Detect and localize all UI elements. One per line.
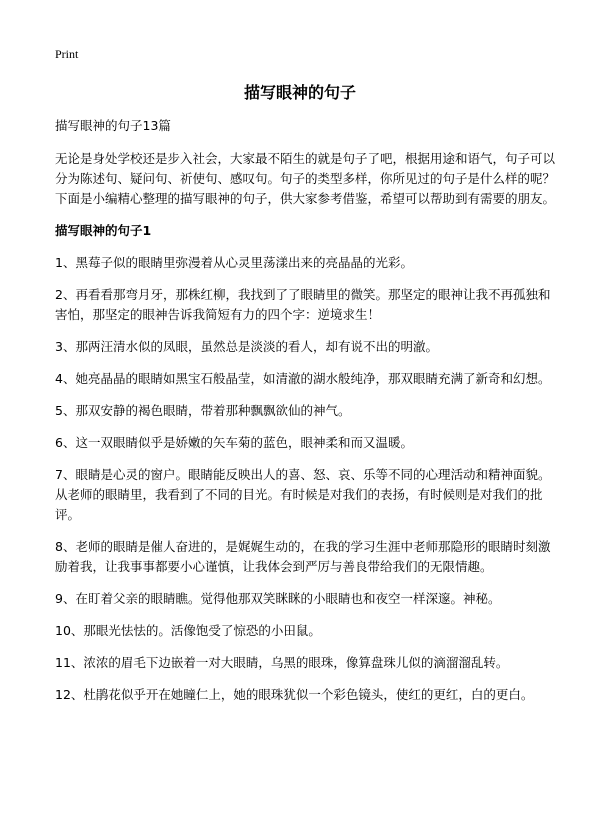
list-item: 6、这一双眼睛似乎是娇嫩的矢车菊的蓝色，眼神柔和而又温暖。: [55, 435, 413, 450]
article-body: [55, 116, 555, 717]
list-item: 4、她亮晶晶的眼睛如黑宝石般晶莹，如清澈的湖水般纯净，那双眼睛充满了新奇和幻想。: [55, 371, 551, 386]
list-item: 12、杜鹃花似乎开在她瞳仁上，她的眼珠犹似一个彩色镜头，使红的更红，白的更白。: [55, 687, 534, 702]
intro-paragraph: 无论是身处学校还是步入社会，大家最不陌生的就是句子了吧，根据用途和语气，句子可以分为陈述句、疑问句、祈使句、感叹句。句子的类型多样，你所见过的句子是什么样的呢？下面是小编精心整理的描写眼神的句子，供大家参考借鉴，希望可以帮助到有需要的朋友。: [55, 151, 556, 206]
list-item: 10、那眼光怯怯的。活像饱受了惊恐的小田鼠。: [55, 623, 321, 638]
list-item: 1、黑莓子似的眼睛里弥漫着从心灵里荡漾出来的亮晶晶的光彩。: [55, 255, 413, 270]
list-item: 5、那双安静的褐色眼睛，带着那种飘飘欲仙的神气。: [55, 403, 351, 418]
list-item: 8、老师的眼睛是催人奋进的，是娓娓生动的，在我的学习生涯中老师那隐形的眼睛时刻激励着我，让我事事都要小心谨慎，让我体会到严厉与善良带给我们的无限情趣。: [55, 539, 551, 574]
list-item: 2、再看看那弯月牙，那株红柳，我找到了了眼睛里的微笑。那坚定的眼神让我不再孤独和害怕，那坚定的眼神告诉我简短有力的四个字：逆境求生！: [55, 287, 551, 322]
section-heading: 描写眼神的句子1: [55, 223, 152, 238]
list-item: 7、眼睛是心灵的窗户。眼睛能反映出人的喜、怒、哀、乐等不同的心理活动和精神面貌。从老师的眼睛里，我看到了不同的目光。有时候是对我们的表扬，有时候则是对我们的批评。: [55, 467, 551, 522]
list-item: 9、在盯着父亲的眼睛瞧。觉得他那双笑眯眯的小眼睛也和夜空一样深邃。神秘。: [55, 591, 501, 606]
list-item: 11、浓浓的眉毛下边嵌着一对大眼睛，乌黑的眼珠，像算盘珠儿似的滴溜溜乱转。: [55, 655, 509, 670]
print-link[interactable]: Print: [55, 47, 79, 61]
page-title: 描写眼神的句子: [243, 83, 356, 102]
article-subtitle: 描写眼神的句子13篇: [55, 118, 171, 133]
list-item: 3、那两汪清水似的凤眼，虽然总是淡淡的看人，却有说不出的明澈。: [55, 339, 438, 354]
